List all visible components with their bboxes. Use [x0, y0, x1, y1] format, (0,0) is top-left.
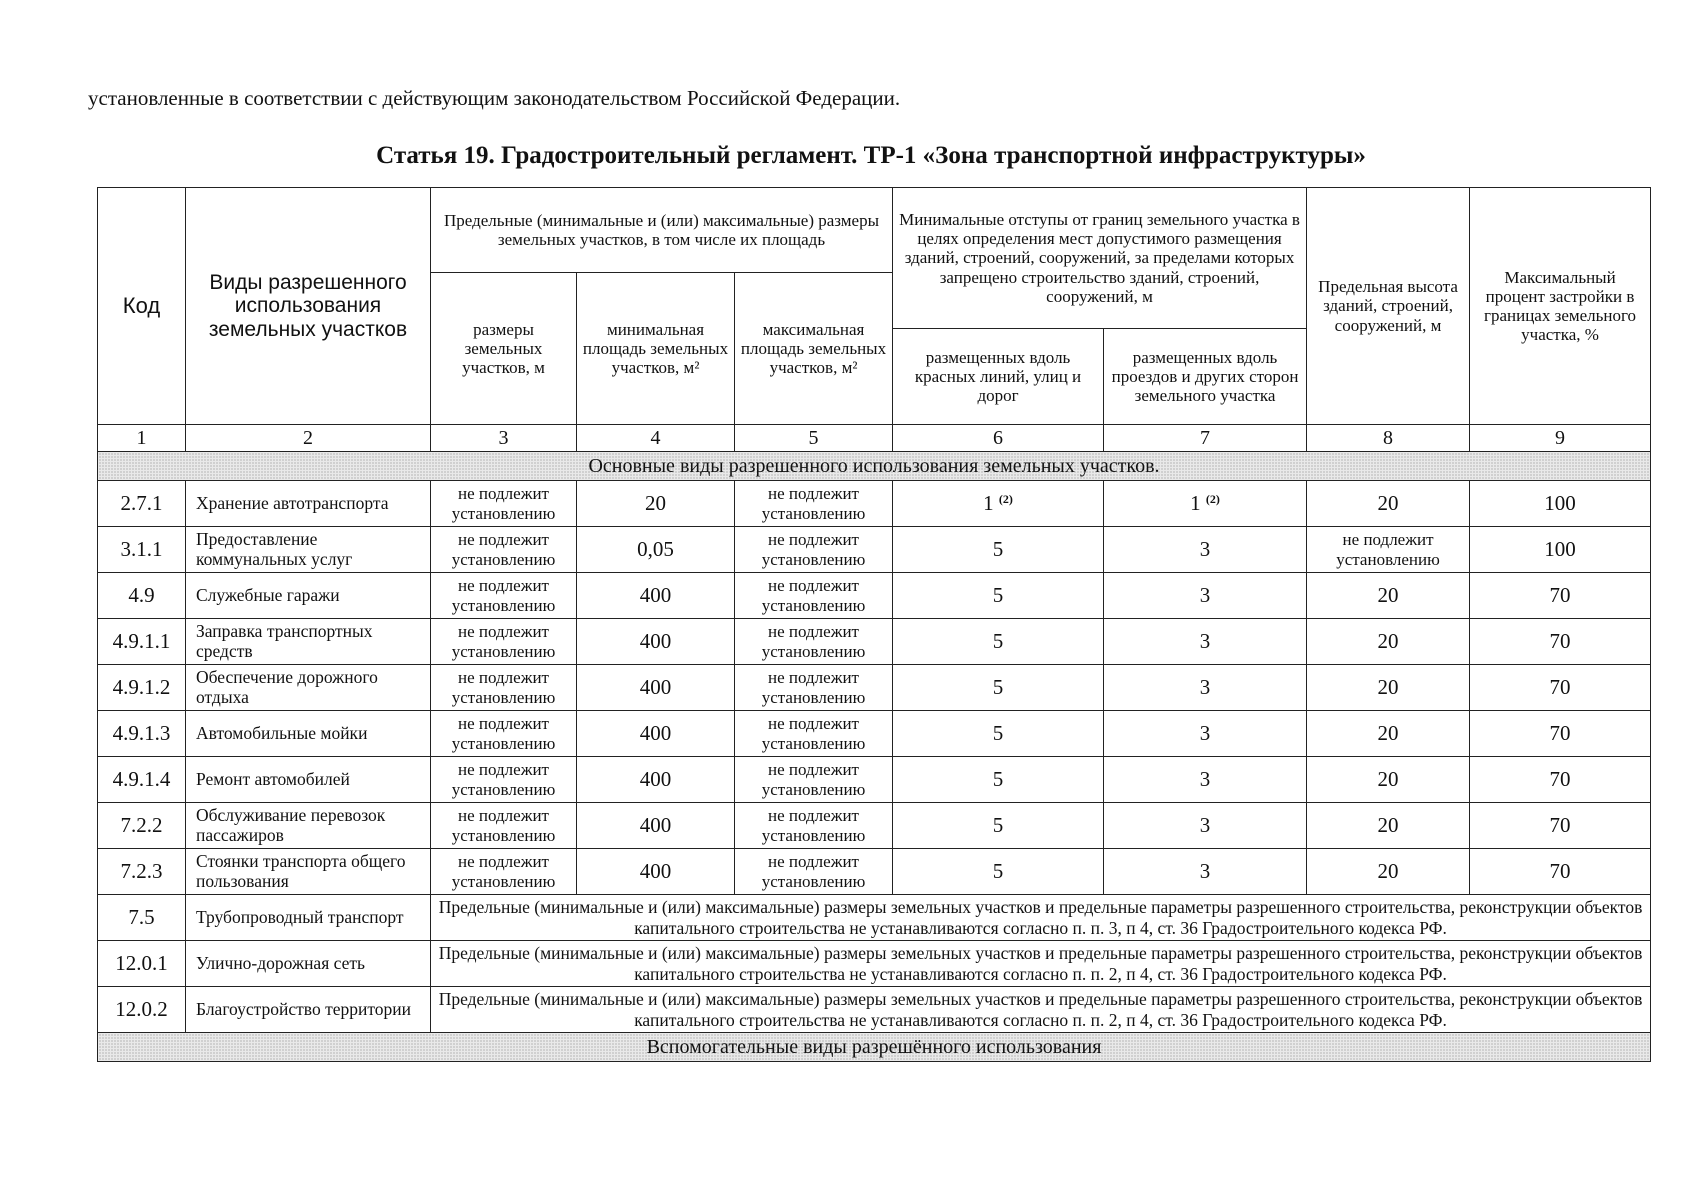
intro-text: установленные в соответствии с действующим законодательством Российской Федерации. — [88, 86, 901, 110]
row-merged-note: Предельные (минимальные и (или) максимальные) размеры земельных участков и предельные параметры разрешенного строительства, реконструкции объектов капитального строительства не устанавливаются согласно п. п. 3, п 4, ст. 36 Градостроительного кодекса РФ. — [431, 895, 1651, 941]
row-min-area: 0,05 — [577, 527, 735, 573]
row-code: 7.2.3 — [98, 849, 186, 895]
row-name: Служебные гаражи — [186, 573, 431, 619]
column-number: 6 — [893, 425, 1104, 452]
table-row — [98, 665, 1651, 711]
column-number: 1 — [98, 425, 186, 452]
row-name: Улично-дорожная сеть — [186, 941, 431, 987]
row-setback-other: 3 — [1104, 757, 1307, 803]
table-row — [98, 527, 1651, 573]
row-max-area: не подлежит установлению — [735, 849, 893, 895]
row-percent: 70 — [1470, 711, 1651, 757]
section-main-heading: Основные виды разрешенного использования земельных участков. — [98, 452, 1651, 481]
row-merged-note: Предельные (минимальные и (или) максимальные) размеры земельных участков и предельные параметры разрешенного строительства, реконструкции объектов капитального строительства не устанавливаются согласно п. п. 2, п 4, ст. 36 Градостроительного кодекса РФ. — [431, 987, 1651, 1033]
row-percent: 70 — [1470, 849, 1651, 895]
row-min-area: 20 — [577, 481, 735, 527]
row-code: 12.0.1 — [98, 941, 186, 987]
row-name: Трубопроводный транспорт — [186, 895, 431, 941]
row-code: 4.9.1.3 — [98, 711, 186, 757]
row-size: не подлежит установлению — [431, 803, 577, 849]
row-max-area: не подлежит установлению — [735, 527, 893, 573]
table-row — [98, 711, 1651, 757]
row-height: 20 — [1307, 481, 1470, 527]
row-code: 7.2.2 — [98, 803, 186, 849]
row-name: Обеспечение дорожного отдыха — [186, 665, 431, 711]
column-number: 2 — [186, 425, 431, 452]
row-max-area: не подлежит установлению — [735, 803, 893, 849]
column-number-row — [98, 425, 1651, 452]
row-name: Хранение автотранспорта — [186, 481, 431, 527]
row-max-area: не подлежит установлению — [735, 619, 893, 665]
table-row — [98, 757, 1651, 803]
header-setback-group: Минимальные отступы от границ земельного участка в целях определения мест допустимого размещения зданий, строений, сооружений, за пределами которых запрещено строительство зданий, строений, сооружений, м — [893, 188, 1307, 329]
row-min-area: 400 — [577, 665, 735, 711]
row-max-area: не подлежит установлению — [735, 665, 893, 711]
row-percent: 70 — [1470, 803, 1651, 849]
row-height: 20 — [1307, 849, 1470, 895]
row-percent: 70 — [1470, 619, 1651, 665]
column-number: 8 — [1307, 425, 1470, 452]
row-height: не подлежит установлению — [1307, 527, 1470, 573]
row-percent: 70 — [1470, 757, 1651, 803]
table-row — [98, 619, 1651, 665]
row-max-area: не подлежит установлению — [735, 711, 893, 757]
row-setback-other: 3 — [1104, 619, 1307, 665]
section-aux-heading: Вспомогательные виды разрешённого использования — [98, 1033, 1651, 1062]
table-row — [98, 803, 1651, 849]
row-height: 20 — [1307, 573, 1470, 619]
row-min-area: 400 — [577, 849, 735, 895]
row-code: 4.9 — [98, 573, 186, 619]
row-percent: 70 — [1470, 573, 1651, 619]
row-size: не подлежит установлению — [431, 573, 577, 619]
row-height: 20 — [1307, 711, 1470, 757]
table-row — [98, 481, 1651, 527]
header-size: размеры земельных участков, м — [431, 273, 577, 425]
row-min-area: 400 — [577, 711, 735, 757]
row-name: Предоставление коммунальных услуг — [186, 527, 431, 573]
row-size: не подлежит установлению — [431, 665, 577, 711]
row-code: 4.9.1.1 — [98, 619, 186, 665]
column-number: 3 — [431, 425, 577, 452]
row-code: 4.9.1.2 — [98, 665, 186, 711]
header-kind: Виды разрешенного использования земельных участков — [186, 188, 431, 425]
row-height: 20 — [1307, 665, 1470, 711]
table-row — [98, 573, 1651, 619]
row-setback-other: 3 — [1104, 803, 1307, 849]
table-row — [98, 987, 1651, 1033]
row-name: Обслуживание перевозок пассажиров — [186, 803, 431, 849]
row-code: 3.1.1 — [98, 527, 186, 573]
row-height: 20 — [1307, 757, 1470, 803]
column-number: 7 — [1104, 425, 1307, 452]
row-size: не подлежит установлению — [431, 619, 577, 665]
row-name: Благоустройство территории — [186, 987, 431, 1033]
setback-red-value: 1 — [983, 490, 994, 515]
row-setback-red: 5 — [893, 757, 1104, 803]
header-height: Предельная высота зданий, строений, сооружений, м — [1307, 188, 1470, 425]
row-setback-red: 5 — [893, 573, 1104, 619]
regulation-table — [97, 187, 1651, 1062]
row-max-area: не подлежит установлению — [735, 573, 893, 619]
row-setback-other: 3 — [1104, 849, 1307, 895]
row-size: не подлежит установлению — [431, 757, 577, 803]
row-percent: 100 — [1470, 481, 1651, 527]
footnote-mark: (2) — [998, 491, 1013, 506]
row-name: Заправка транспортных средств — [186, 619, 431, 665]
row-code: 7.5 — [98, 895, 186, 941]
row-setback-other: 3 — [1104, 573, 1307, 619]
row-setback-red — [893, 481, 1104, 527]
table-row — [98, 895, 1651, 941]
row-merged-note: Предельные (минимальные и (или) максимальные) размеры земельных участков и предельные параметры разрешенного строительства, реконструкции объектов капитального строительства не устанавливаются согласно п. п. 2, п 4, ст. 36 Градостроительного кодекса РФ. — [431, 941, 1651, 987]
row-setback-other: 3 — [1104, 711, 1307, 757]
row-setback-red: 5 — [893, 803, 1104, 849]
article-title: Статья 19. Градостроительный регламент. ТР-1 «Зона транспортной инфраструктуры» — [376, 142, 1366, 169]
header-min-area: минимальная площадь земельных участков, м² — [577, 273, 735, 425]
row-setback-red: 5 — [893, 711, 1104, 757]
row-code: 4.9.1.4 — [98, 757, 186, 803]
column-number: 4 — [577, 425, 735, 452]
row-max-area: не подлежит установлению — [735, 757, 893, 803]
table-row — [98, 941, 1651, 987]
header-setback-other: размещенных вдоль проездов и других сторон земельного участка — [1104, 329, 1307, 425]
row-percent: 100 — [1470, 527, 1651, 573]
row-setback-other: 3 — [1104, 527, 1307, 573]
row-size: не подлежит установлению — [431, 527, 577, 573]
row-name: Ремонт автомобилей — [186, 757, 431, 803]
row-code: 12.0.2 — [98, 987, 186, 1033]
column-number: 9 — [1470, 425, 1651, 452]
row-percent: 70 — [1470, 665, 1651, 711]
row-setback-other — [1104, 481, 1307, 527]
row-min-area: 400 — [577, 573, 735, 619]
header-max-area: максимальная площадь земельных участков, м² — [735, 273, 893, 425]
footnote-mark: (2) — [1205, 491, 1220, 506]
header-code: Код — [98, 188, 186, 425]
row-setback-red: 5 — [893, 849, 1104, 895]
row-min-area: 400 — [577, 803, 735, 849]
row-height: 20 — [1307, 619, 1470, 665]
row-size: не подлежит установлению — [431, 711, 577, 757]
row-min-area: 400 — [577, 757, 735, 803]
row-size: не подлежит установлению — [431, 849, 577, 895]
header-setback-red: размещенных вдоль красных линий, улиц и дорог — [893, 329, 1104, 425]
row-setback-red: 5 — [893, 665, 1104, 711]
row-setback-red: 5 — [893, 527, 1104, 573]
row-name: Стоянки транспорта общего пользования — [186, 849, 431, 895]
row-name: Автомобильные мойки — [186, 711, 431, 757]
row-setback-red: 5 — [893, 619, 1104, 665]
row-max-area: не подлежит установлению — [735, 481, 893, 527]
row-size: не подлежит установлению — [431, 481, 577, 527]
row-height: 20 — [1307, 803, 1470, 849]
table-row — [98, 849, 1651, 895]
row-code: 2.7.1 — [98, 481, 186, 527]
header-percent: Максимальный процент застройки в границах земельного участка, % — [1470, 188, 1651, 425]
row-min-area: 400 — [577, 619, 735, 665]
row-setback-other: 3 — [1104, 665, 1307, 711]
setback-other-value: 1 — [1190, 490, 1201, 515]
header-limits-group: Предельные (минимальные и (или) максимальные) размеры земельных участков, в том числе их площадь — [431, 188, 893, 273]
column-number: 5 — [735, 425, 893, 452]
